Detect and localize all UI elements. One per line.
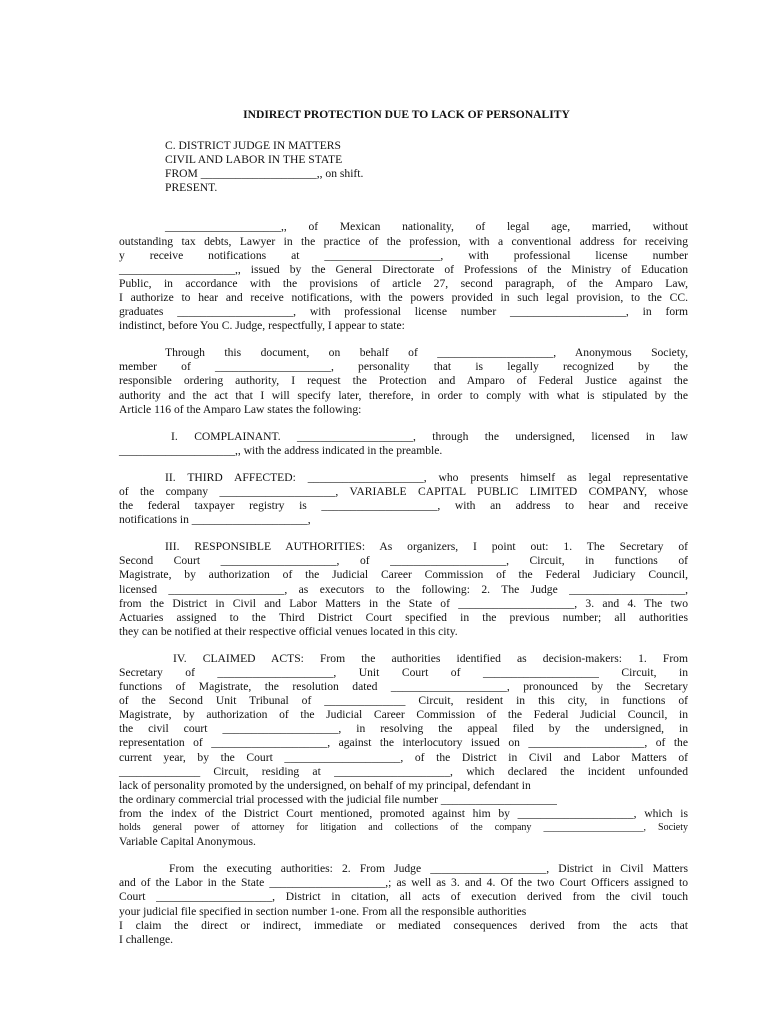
text-line: indistinct, before You C. Judge, respectfully, I appear to state: [119,319,405,333]
text-line: Article 116 of the Amparo Law states the following: [119,402,362,416]
text-line: Magistrate, by authorization of the Judicial Career Commission of the Federal Judiciary Council, [119,568,688,582]
addressee-line: CIVIL AND LABOR IN THE STATE [165,153,343,167]
text-line: they can be notified at their respective official venues located in this city. [119,624,458,638]
text-line: Secretary of ____________________, Unit Court of ____________________ Circuit, in [119,666,688,679]
text-line: Second Court ____________________, of ____________________, Circuit, in functions of [119,554,688,568]
text-line: I claim the direct or indirect, immediate or mediated consequences derived from the acts that [119,918,688,932]
third-affected-section [119,471,688,527]
text-line: lack of personality promoted by the undersigned, on behalf of my principal, defendant in [119,778,531,792]
responsible-authorities-section [119,540,688,639]
text-line: Court ____________________, District in citation, all acts of execution derived from the civil touch [119,890,688,904]
text-line: licensed ____________________, as executors to the following: 2. The Judge ____________________, [119,582,688,596]
text-line: functions of Magistrate, the resolution dated ____________________, pronounced by the Secretary [119,680,688,694]
text-line: and of the Labor in the State ____________________,; as well as 3. and 4. Of the two Court Officers assigned to [119,876,688,890]
text-line: the federal taxpayer registry is ____________________, with an address to hear and receive [119,499,688,513]
text-line: Magistrate, by authorization of the Judicial Career Commission of the Federal Judicial Council, in [119,708,688,722]
text-line: II. THIRD AFFECTED: ____________________, who presents himself as legal representative [165,470,688,484]
text-line: Public, in accordance with the provisions of article 27, second paragraph, of the Amparo Law, [119,276,688,290]
text-line: Through this document, on behalf of ____________________, Anonymous Society, [165,346,688,360]
addressee-line: PRESENT. [165,181,218,195]
text-line: ____________________,, of Mexican nationality, of legal age, married, without [165,220,688,234]
text-line: of the Second Unit Tribunal of ______________ Circuit, resident in this city, in functions of [119,694,688,708]
addressee-block [165,139,688,195]
text-line: IV. CLAIMED ACTS: From the authorities identified as decision-makers: 1. From [173,651,688,665]
text-line: your judicial file specified in section number 1-one. From all the responsible authorities [119,904,527,918]
request-paragraph [119,346,688,416]
text-line: current year, by the Court ____________________, of the District in Civil and Labor Matters of [119,750,688,764]
text-line: authority and the act that I will specify later, therefore, in order to comply with what is stipulated by the [119,388,688,402]
text-line: the ordinary commercial trial processed with the judicial file number ____________________ [119,792,557,806]
text-line: the civil court ____________________, in resolving the appeal filed by the undersigned, in [119,722,688,736]
text-line: Variable Capital Anonymous. [119,835,256,849]
text-line: III. RESPONSIBLE AUTHORITIES: As organizers, I point out: 1. The Secretary of [165,540,688,554]
document-title: INDIRECT PROTECTION DUE TO LACK OF PERSONALITY [243,108,570,121]
claimed-acts-section [119,652,688,849]
text-line: outstanding tax debts, Lawyer in the practice of the profession, with a conventional address for receiving [119,234,688,248]
text-line: representation of ____________________, against the interlocutory issued on ____________________, of the [119,736,688,750]
text-line: responsible ordering authority, I request the Protection and Amparo of Federal Justice against the [119,374,688,388]
intro-paragraph [119,220,688,333]
text-line: member of ____________________, personality that is legally recognized by the [119,360,688,374]
text-line: graduates ____________________, with professional license number ____________________, in form [119,305,688,319]
text-line: from the index of the District Court mentioned, promoted against him by ____________________, which is [119,806,688,820]
text-line: of the company ____________________, VARIABLE CAPITAL PUBLIC LIMITED COMPANY, whose [119,484,688,498]
text-line: I authorize to hear and receive notifications, with the powers provided in such legal provision, to the CC. [119,290,688,304]
text-line: From the executing authorities: 2. From Judge ____________________, District in Civil Matters [169,862,688,876]
text-line: I. COMPLAINANT. ____________________, through the undersigned, licensed in law [171,429,688,443]
text-line: Actuaries assigned to the Third District Court specified in the previous number; all authorities [119,610,688,624]
text-line: I challenge. [119,932,174,946]
addressee-line: FROM ____________________,, on shift. [165,167,364,181]
addressee-line: C. DISTRICT JUDGE IN MATTERS [165,139,341,153]
executing-authorities-section [119,862,688,947]
text-line: y receive notifications at ____________________, with professional license number [119,248,688,262]
text-line: ____________________,, with the address indicated in the preamble. [119,443,443,457]
text-line: holds general power of attorney for litigation and collections of the company ____________________, Society [119,822,688,834]
text-line: notifications in ____________________, [119,513,311,527]
complainant-section [119,430,688,458]
text-line: ______________ Circuit, residing at ____________________, which declared the incident unfounded [119,764,688,778]
text-line: ____________________,, issued by the General Directorate of Professions of the Ministry of Education [119,262,688,276]
text-line: from the District in Civil and Labor Matters in the State of ____________________, 3. and 4. The two [119,596,688,610]
